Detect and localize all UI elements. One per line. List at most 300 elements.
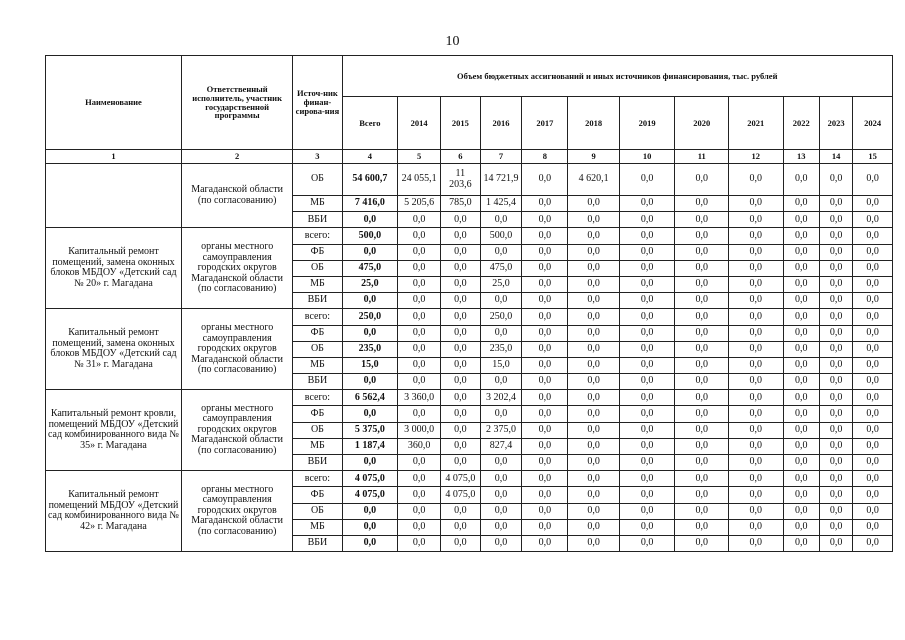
year-value: 0,0 [853,164,893,196]
year-value: 0,0 [441,341,481,357]
year-value: 0,0 [729,309,784,325]
year-value: 0,0 [619,487,675,503]
header-year: 2023 [819,97,852,150]
year-value: 0,0 [619,471,675,487]
year-value: 1 425,4 [480,196,522,212]
year-value: 0,0 [853,341,893,357]
year-value: 0,0 [675,196,729,212]
year-value: 0,0 [480,293,522,309]
year-value: 0,0 [729,390,784,406]
year-value: 0,0 [398,260,441,276]
year-value: 0,0 [729,325,784,341]
year-value: 4 075,0 [441,471,481,487]
year-value: 0,0 [783,164,819,196]
year-value: 0,0 [819,422,852,438]
year-value: 0,0 [619,212,675,228]
year-value: 0,0 [819,196,852,212]
year-value: 0,0 [675,406,729,422]
funding-source: МБ [293,357,342,373]
year-value: 0,0 [522,471,568,487]
year-value: 0,0 [783,390,819,406]
year-value: 0,0 [480,244,522,260]
year-value: 0,0 [819,374,852,390]
year-value: 0,0 [729,276,784,292]
year-value: 0,0 [398,471,441,487]
year-value: 4 075,0 [441,487,481,503]
year-value: 0,0 [853,487,893,503]
column-number: 9 [568,150,619,164]
year-value: 0,0 [819,455,852,471]
year-value: 0,0 [819,212,852,228]
year-value: 0,0 [619,422,675,438]
year-value: 0,0 [441,244,481,260]
year-value: 0,0 [441,455,481,471]
total-value: 15,0 [342,357,398,373]
year-value: 0,0 [783,276,819,292]
total-value: 0,0 [342,519,398,535]
column-number: 7 [480,150,522,164]
year-value: 0,0 [522,390,568,406]
year-value: 0,0 [783,406,819,422]
funding-source: ОБ [293,164,342,196]
year-value: 0,0 [819,438,852,454]
funding-source: всего: [293,390,342,406]
header-year: 2022 [783,97,819,150]
year-value: 0,0 [441,357,481,373]
year-value: 0,0 [783,293,819,309]
year-value: 0,0 [819,244,852,260]
year-value: 0,0 [441,212,481,228]
column-number: 6 [441,150,481,164]
year-value: 785,0 [441,196,481,212]
header-year: 2021 [729,97,784,150]
year-value: 0,0 [568,293,619,309]
total-value: 0,0 [342,503,398,519]
responsible-executor: органы местного самоуправления городских округов Магаданской области (по согласованию) [181,309,292,390]
year-value: 0,0 [675,438,729,454]
year-value: 0,0 [853,293,893,309]
year-value: 0,0 [675,455,729,471]
year-value: 0,0 [819,357,852,373]
year-value: 0,0 [398,309,441,325]
year-value: 0,0 [783,196,819,212]
table-row [46,228,893,244]
year-value: 0,0 [619,535,675,551]
year-value: 0,0 [522,487,568,503]
year-value: 0,0 [398,487,441,503]
year-value: 0,0 [729,471,784,487]
header-year: 2018 [568,97,619,150]
year-value: 0,0 [568,212,619,228]
year-value: 250,0 [480,309,522,325]
year-value: 500,0 [480,228,522,244]
funding-source: всего: [293,309,342,325]
year-value: 3 360,0 [398,390,441,406]
funding-source: ФБ [293,406,342,422]
year-value: 827,4 [480,438,522,454]
year-value: 0,0 [675,309,729,325]
total-value: 0,0 [342,455,398,471]
year-value: 0,0 [675,325,729,341]
year-value: 24 055,1 [398,164,441,196]
year-value: 0,0 [729,487,784,503]
funding-source: всего: [293,228,342,244]
year-value: 0,0 [441,228,481,244]
year-value: 0,0 [619,196,675,212]
column-number: 5 [398,150,441,164]
year-value: 0,0 [853,390,893,406]
total-value: 0,0 [342,293,398,309]
year-value: 0,0 [853,406,893,422]
year-value: 0,0 [398,503,441,519]
year-value: 0,0 [568,487,619,503]
column-number: 8 [522,150,568,164]
year-value: 0,0 [568,309,619,325]
year-value: 14 721,9 [480,164,522,196]
year-value: 0,0 [619,438,675,454]
column-number: 2 [181,150,292,164]
responsible-executor: органы местного самоуправления городских округов Магаданской области (по согласованию) [181,228,292,309]
column-number: 13 [783,150,819,164]
year-value: 5 205,6 [398,196,441,212]
funding-source: ВБИ [293,293,342,309]
year-value: 0,0 [729,503,784,519]
year-value: 0,0 [522,276,568,292]
year-value: 0,0 [522,228,568,244]
year-value: 0,0 [619,374,675,390]
funding-source: ФБ [293,487,342,503]
year-value: 0,0 [783,212,819,228]
funding-source: МБ [293,519,342,535]
year-value: 0,0 [675,164,729,196]
header-year: 2017 [522,97,568,150]
year-value: 0,0 [819,309,852,325]
year-value: 0,0 [783,535,819,551]
year-value: 0,0 [675,471,729,487]
year-value: 0,0 [853,374,893,390]
year-value: 0,0 [619,260,675,276]
total-value: 0,0 [342,406,398,422]
year-value: 0,0 [480,374,522,390]
year-value: 0,0 [568,519,619,535]
year-value: 0,0 [853,260,893,276]
column-number: 11 [675,150,729,164]
year-value: 0,0 [568,422,619,438]
year-value: 0,0 [398,455,441,471]
total-value: 0,0 [342,325,398,341]
year-value: 0,0 [522,164,568,196]
year-value: 0,0 [729,357,784,373]
header-total: Всего [342,97,398,150]
year-value: 0,0 [819,406,852,422]
program-name: Капитальный ремонт помещений, замена оконных блоков МБДОУ «Детский сад № 20» г. Магадана [46,228,182,309]
year-value: 0,0 [729,212,784,228]
year-value: 0,0 [568,406,619,422]
year-value: 0,0 [441,276,481,292]
year-value: 0,0 [619,390,675,406]
year-value: 0,0 [398,374,441,390]
total-value: 500,0 [342,228,398,244]
year-value: 0,0 [819,164,852,196]
year-value: 0,0 [522,357,568,373]
year-value: 0,0 [398,212,441,228]
year-value: 0,0 [783,471,819,487]
header-year: 2016 [480,97,522,150]
funding-source: ВБИ [293,455,342,471]
year-value: 0,0 [819,276,852,292]
column-number: 10 [619,150,675,164]
year-value: 0,0 [675,212,729,228]
year-value: 0,0 [398,228,441,244]
column-number: 4 [342,150,398,164]
header-year: 2020 [675,97,729,150]
year-value: 0,0 [398,519,441,535]
year-value: 0,0 [853,422,893,438]
year-value: 0,0 [398,325,441,341]
year-value: 0,0 [783,519,819,535]
year-value: 360,0 [398,438,441,454]
year-value: 0,0 [675,341,729,357]
responsible-executor: Магаданской области (по согласованию) [181,164,292,228]
year-value: 0,0 [853,535,893,551]
year-value: 0,0 [675,276,729,292]
year-value: 0,0 [568,196,619,212]
year-value: 0,0 [675,260,729,276]
year-value: 0,0 [819,228,852,244]
year-value: 3 202,4 [480,390,522,406]
year-value: 0,0 [853,438,893,454]
header-source: Источ-ник финан-сирова-ния [293,56,342,150]
funding-source: ВБИ [293,212,342,228]
funding-source: МБ [293,196,342,212]
year-value: 0,0 [819,487,852,503]
year-value: 0,0 [568,228,619,244]
year-value: 0,0 [480,212,522,228]
funding-source: ФБ [293,244,342,260]
year-value: 0,0 [853,196,893,212]
year-value: 0,0 [853,212,893,228]
year-value: 235,0 [480,341,522,357]
table-row [46,471,893,487]
total-value: 1 187,4 [342,438,398,454]
year-value: 0,0 [729,535,784,551]
year-value: 0,0 [398,357,441,373]
funding-source: всего: [293,471,342,487]
year-value: 0,0 [619,244,675,260]
year-value: 11 203,6 [441,164,481,196]
header-volume: Объем бюджетных ассигнований и иных источников финансирования, тыс. рублей [342,56,892,97]
table-row [46,164,893,196]
year-value: 0,0 [853,228,893,244]
header-year: 2019 [619,97,675,150]
year-value: 0,0 [619,164,675,196]
year-value: 0,0 [729,293,784,309]
year-value: 0,0 [819,471,852,487]
year-value: 0,0 [441,309,481,325]
year-value: 0,0 [568,341,619,357]
year-value: 0,0 [853,357,893,373]
program-name [46,164,182,228]
year-value: 0,0 [729,438,784,454]
year-value: 0,0 [619,341,675,357]
program-name: Капитальный ремонт кровли, помещений МБДОУ «Детский сад комбинированного вида № 35» г. Магадана [46,390,182,471]
year-value: 0,0 [619,519,675,535]
year-value: 0,0 [819,293,852,309]
year-value: 0,0 [522,438,568,454]
funding-source: МБ [293,438,342,454]
year-value: 0,0 [568,535,619,551]
total-value: 250,0 [342,309,398,325]
year-value: 0,0 [568,503,619,519]
year-value: 0,0 [441,406,481,422]
total-value: 6 562,4 [342,390,398,406]
year-value: 0,0 [675,503,729,519]
year-value: 0,0 [441,438,481,454]
year-value: 0,0 [568,244,619,260]
year-value: 0,0 [819,260,852,276]
table-row [46,390,893,406]
year-value: 0,0 [619,309,675,325]
year-value: 0,0 [619,406,675,422]
year-value: 0,0 [619,293,675,309]
year-value: 0,0 [568,374,619,390]
year-value: 0,0 [853,471,893,487]
total-value: 25,0 [342,276,398,292]
funding-source: ФБ [293,325,342,341]
year-value: 0,0 [675,390,729,406]
year-value: 0,0 [819,341,852,357]
year-value: 0,0 [729,341,784,357]
year-value: 0,0 [783,228,819,244]
year-value: 0,0 [522,422,568,438]
header-responsible: Ответственный исполнитель, участник государственной программы [181,56,292,150]
year-value: 0,0 [619,455,675,471]
year-value: 0,0 [853,519,893,535]
total-value: 475,0 [342,260,398,276]
year-value: 0,0 [480,471,522,487]
year-value: 0,0 [783,374,819,390]
year-value: 0,0 [853,455,893,471]
year-value: 0,0 [522,406,568,422]
responsible-executor: органы местного самоуправления городских округов Магаданской области (по согласованию) [181,390,292,471]
year-value: 0,0 [675,422,729,438]
year-value: 0,0 [619,276,675,292]
year-value: 0,0 [783,325,819,341]
year-value: 0,0 [783,422,819,438]
year-value: 0,0 [522,519,568,535]
year-value: 0,0 [568,471,619,487]
year-value: 0,0 [819,519,852,535]
program-name: Капитальный ремонт помещений, замена оконных блоков МБДОУ «Детский сад № 31» г. Магадана [46,309,182,390]
program-name: Капитальный ремонт помещений МБДОУ «Детский сад комбинированного вида № 42» г. Магадана [46,471,182,552]
year-value: 0,0 [398,406,441,422]
year-value: 0,0 [729,260,784,276]
year-value: 0,0 [853,503,893,519]
total-value: 7 416,0 [342,196,398,212]
year-value: 0,0 [619,357,675,373]
year-value: 0,0 [783,455,819,471]
year-value: 0,0 [441,503,481,519]
total-value: 0,0 [342,374,398,390]
column-number: 1 [46,150,182,164]
funding-source: ОБ [293,341,342,357]
funding-source: МБ [293,276,342,292]
year-value: 0,0 [675,535,729,551]
header-year: 2014 [398,97,441,150]
year-value: 0,0 [522,260,568,276]
page-number: 10 [445,34,460,49]
year-value: 0,0 [783,357,819,373]
year-value: 0,0 [783,341,819,357]
column-number: 15 [853,150,893,164]
year-value: 0,0 [522,293,568,309]
year-value: 0,0 [441,535,481,551]
year-value: 0,0 [783,438,819,454]
year-value: 0,0 [729,244,784,260]
year-value: 0,0 [853,244,893,260]
total-value: 235,0 [342,341,398,357]
year-value: 0,0 [568,325,619,341]
year-value: 0,0 [441,422,481,438]
responsible-executor: органы местного самоуправления городских округов Магаданской области (по согласованию) [181,471,292,552]
year-value: 0,0 [398,535,441,551]
year-value: 0,0 [729,196,784,212]
year-value: 0,0 [398,293,441,309]
year-value: 0,0 [398,276,441,292]
year-value: 0,0 [522,212,568,228]
year-value: 0,0 [819,503,852,519]
year-value: 0,0 [522,341,568,357]
year-value: 0,0 [398,244,441,260]
year-value: 0,0 [853,276,893,292]
funding-source: ВБИ [293,535,342,551]
year-value: 15,0 [480,357,522,373]
year-value: 0,0 [441,325,481,341]
year-value: 25,0 [480,276,522,292]
year-value: 0,0 [675,487,729,503]
funding-source: ОБ [293,503,342,519]
header-year: 2024 [853,97,893,150]
year-value: 0,0 [619,503,675,519]
year-value: 0,0 [522,309,568,325]
year-value: 4 620,1 [568,164,619,196]
year-value: 0,0 [675,244,729,260]
year-value: 0,0 [480,535,522,551]
year-value: 0,0 [783,309,819,325]
year-value: 0,0 [783,244,819,260]
total-value: 4 075,0 [342,487,398,503]
year-value: 0,0 [783,260,819,276]
funding-source: ВБИ [293,374,342,390]
year-value: 0,0 [522,325,568,341]
year-value: 0,0 [729,228,784,244]
year-value: 0,0 [398,341,441,357]
year-value: 0,0 [480,519,522,535]
year-value: 0,0 [441,519,481,535]
year-value: 0,0 [441,390,481,406]
year-value: 0,0 [729,422,784,438]
year-value: 0,0 [480,325,522,341]
year-value: 0,0 [819,535,852,551]
year-value: 0,0 [729,406,784,422]
year-value: 0,0 [675,357,729,373]
year-value: 0,0 [480,503,522,519]
year-value: 0,0 [729,519,784,535]
year-value: 0,0 [441,293,481,309]
year-value: 2 375,0 [480,422,522,438]
year-value: 0,0 [819,325,852,341]
total-value: 5 375,0 [342,422,398,438]
